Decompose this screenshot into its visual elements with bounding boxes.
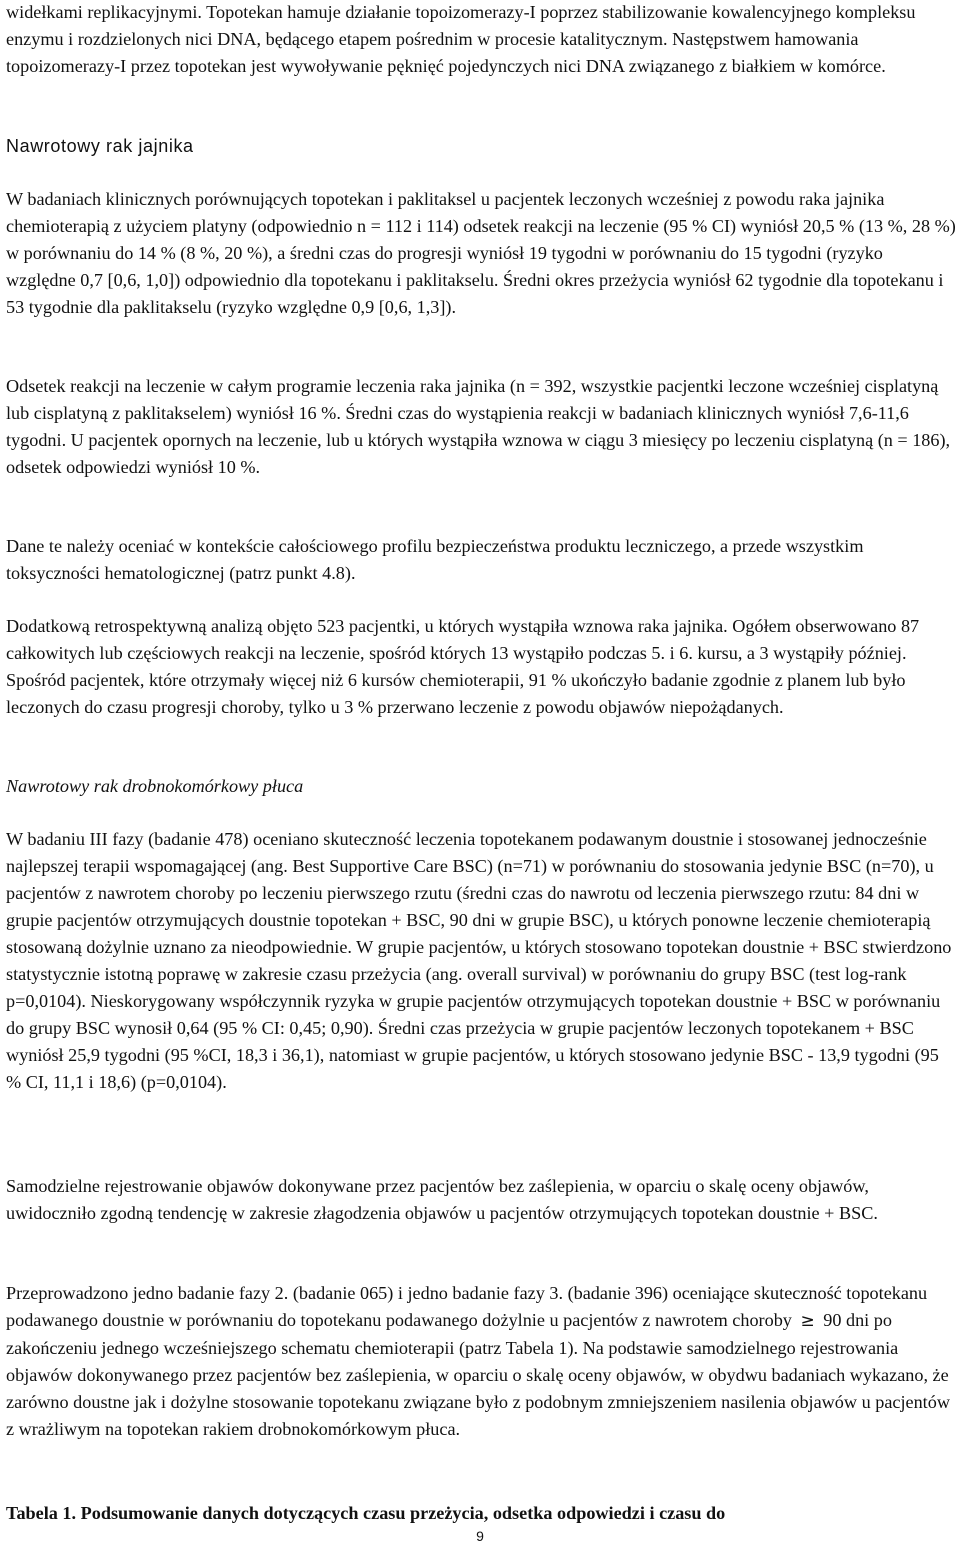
paragraph-phase3-study: W badaniu III fazy (badanie 478) oceniano skuteczność leczenia topotekanem podawanym doustnie i stosowanej jednocześnie najlepszej terapii wspomagającej (ang. Best Supportive Care BSC) (n=71) w porównaniu do stosowania jedynie BSC (n=70), u pacjentów z nawrotem choroby po leczeniu pierwszego rzutu (średni czas do nawrotu od leczenia pierwszego rzutu: 84 dni w grupie pacjentów otrzymujących doustnie topotekan + BSC, 90 dni w grupie BSC), u których ponowne leczenie chemioterapią stosowaną dożylnie uznano za nieodpowiednie. W grupie pacjentów, u których stosowano topotekan doustnie + BSC stwierdzono statystycznie istotną poprawę w zakresie czasu przeżycia (ang. overall survival) w porównaniu do grupy BSC (test log-rank p=0,0104). Nieskorygowany współczynnik ryzyka w grupie pacjentów otrzymujących topotekan doustnie + BSC w porównaniu do grupy BSC wynosił 0,64 (95 % CI: 0,45; 0,90). Średni czas przeżycia w grupie pacjentów leczonych topotekanem + BSC wyniósł 25,9 tygodni (95 %CI, 18,3 i 36,1), natomiast w grupie pacjentów, u których stosowano jedynie BSC - 13,9 tygodni (95 % CI, 11,1 i 18,6) (p=0,0104). — [6, 829, 952, 1092]
phase-text-part2: 90 dni po zakończeniu jednego wcześniejszego schematu chemioterapii (patrz Tabela 1). Na podstawie samodzielnego rejestrowania objawów dokonywanego przez pacjentów bez zaślepienia, w oparciu o skalę oceny objawów, w obydwu badaniach wykazano, że zarówno doustne jak i dożylne stosowanie topotekanu związane było z podobnym zmniejszeniem nasilenia objawów u pacjentów z wrażliwym na topotekan rakiem drobnokomórkowym płuca. — [6, 1310, 950, 1439]
paragraph-symptoms: Samodzielne rejestrowanie objawów dokonywane przez pacjentów bez zaślepienia, w oparciu o skalę oceny objawów, uwidoczniło zgodną tendencję w zakresie złagodzenia objawów u pacjentów otrzymujących topotekan doustnie + BSC. — [6, 1176, 878, 1223]
heading-ovarian-cancer: Nawrotowy rak jajnika — [6, 136, 194, 156]
phase-text-part1: Przeprowadzono jedno badanie fazy 2. (badanie 065) i jedno badanie fazy 3. (badanie 396) oceniające skuteczność topotekanu podawanego doustnie w porównaniu do topotekanu podawanego dożylnie u pacjentów z nawrotem choroby — [6, 1283, 928, 1330]
paragraph-phase-studies — [6, 1280, 956, 1443]
greater-equal-symbol: ≥ — [800, 1311, 815, 1331]
page-number: 9 — [476, 1528, 484, 1544]
paragraph-ovarian-trials: W badaniach klinicznych porównujących topotekan i paklitaksel u pacjentek leczonych wcześniej z powodu raka jajnika chemioterapią z użyciem platyny (odpowiednio n = 112 i 114) odsetek reakcji na leczenie (95 % CI) wyniósł 20,5 % (13 %, 28 %) w porównaniu do 14 % (8 %, 20 %), a średni czas do progresji wyniósł 19 tygodni w porównaniu do 15 tygodni (ryzyko względne 0,7 [0,6, 1,0]) odpowiednio dla topotekanu i paklitakselu. Średni okres przeżycia wyniósł 62 tygodnie dla topotekanu i 53 tygodnie dla paklitakselu (ryzyko względne 0,9 [0,6, 1,3]). — [6, 189, 956, 317]
paragraph-response-rate: Odsetek reakcji na leczenie w całym programie leczenia raka jajnika (n = 392, wszystkie pacjentki leczone wcześniej cisplatyną lub cisplatyną z paklitakselem) wyniósł 16 %. Średni czas do wystąpienia reakcji w badaniach klinicznych wyniósł 7,6-11,6 tygodni. U pacjentek opornych na leczenie, lub u których wystąpiła wznowa w ciągu 3 miesięcy po leczeniu cisplatyną (n = 186), odsetek odpowiedzi wyniósł 10 %. — [6, 376, 951, 477]
paragraph-retrospective: Dodatkową retrospektywną analizą objęto 523 pacjentki, u których wystąpiła wznowa raka jajnika. Ogółem obserwowano 87 całkowitych lub częściowych reakcji na leczenie, spośród których 13 wystąpiło podczas 5. i 6. kursu, a 3 wystąpiły później. Spośród pacjentek, które otrzymały więcej niż 6 kursów chemioterapii, 91 % ukończyło badanie zgodnie z planem lub było leczonych do czasu progresji choroby, tylko u 3 % przerwano leczenie z powodu objawów niepożądanych. — [6, 616, 920, 717]
paragraph-mechanism: widełkami replikacyjnymi. Topotekan hamuje działanie topoizomerazy-I poprzez stabilizowanie kowalencyjnego kompleksu enzymu i rozdzielonych nici DNA, będącego etapem pośrednim w procesie katalitycznym. Następstwem hamowania topoizomerazy-I przez topotekan jest wywoływanie pęknięć pojedynczych nici DNA związanego z białkiem w komórce. — [6, 2, 916, 76]
paragraph-safety-context: Dane te należy oceniać w kontekście całościowego profilu bezpieczeństwa produktu leczniczego, a przede wszystkim toksyczności hematologicznej (patrz punkt 4.8). — [6, 536, 864, 583]
table-title: Tabela 1. Podsumowanie danych dotyczących czasu przeżycia, odsetka odpowiedzi i czasu do — [6, 1503, 726, 1523]
heading-sclc: Nawrotowy rak drobnokomórkowy płuca — [6, 776, 304, 796]
